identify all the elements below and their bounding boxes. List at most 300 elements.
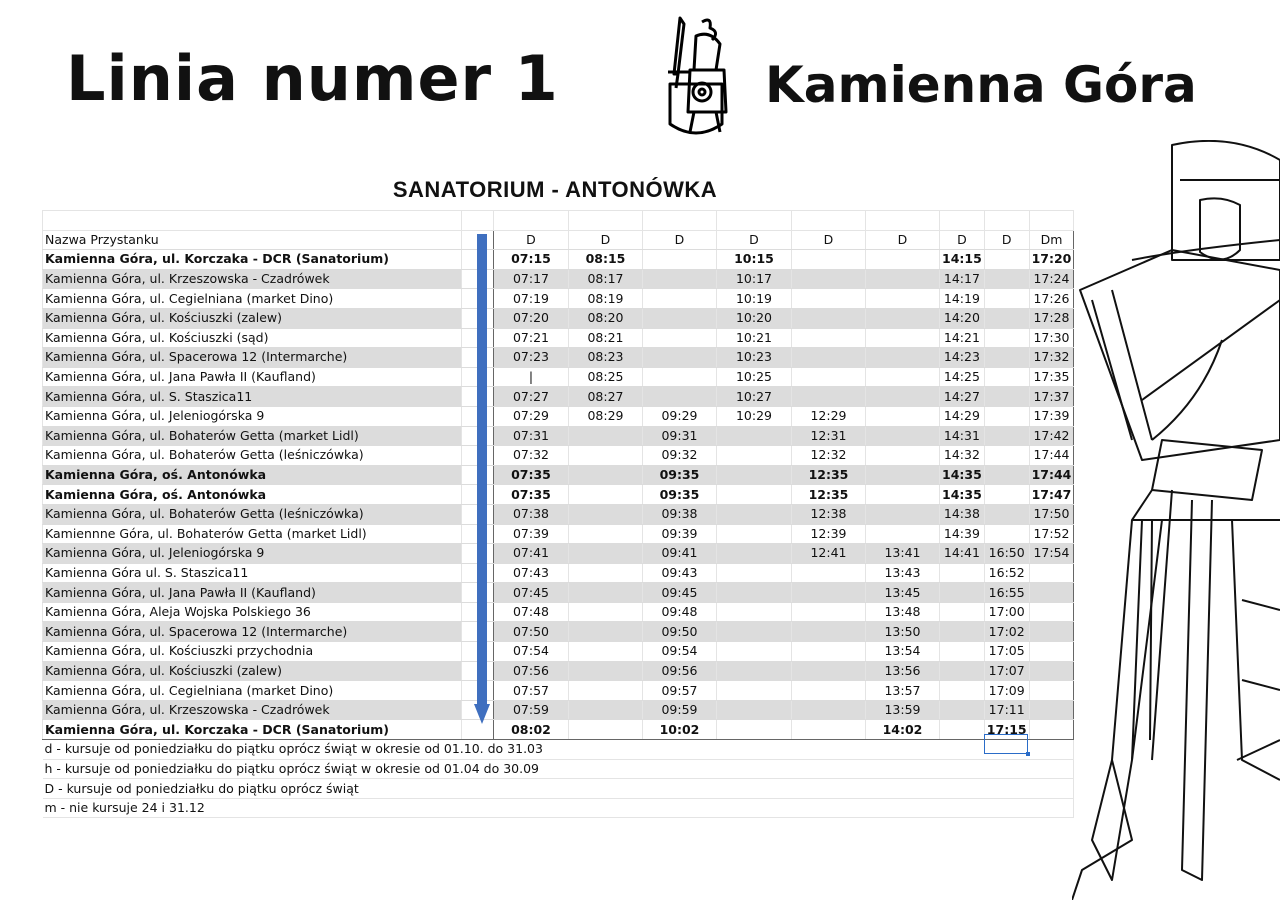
departure-time-cell[interactable] — [1029, 583, 1074, 603]
departure-time-cell[interactable]: 09:50 — [643, 622, 717, 642]
table-row — [43, 328, 1074, 348]
departure-time-cell[interactable]: 14:32 — [940, 446, 985, 466]
departure-time-cell[interactable]: 12:39 — [792, 524, 866, 544]
departure-time-cell[interactable]: 16:52 — [984, 563, 1029, 583]
line-title: Linia numer 1 — [66, 42, 559, 115]
legend-note: m - nie kursuje 24 i 31.12 — [43, 798, 1074, 818]
departure-time-cell[interactable] — [717, 642, 792, 662]
departure-time-cell[interactable] — [940, 602, 985, 622]
stop-header[interactable]: Nazwa Przystanku — [43, 230, 462, 250]
departure-time-cell[interactable]: 09:32 — [643, 446, 717, 466]
column-header[interactable]: Dm — [1029, 230, 1074, 250]
departure-time-cell[interactable]: 14:35 — [940, 465, 985, 485]
departure-time-cell[interactable] — [792, 700, 866, 720]
departure-time-cell[interactable] — [940, 681, 985, 701]
departure-time-cell[interactable]: 07:32 — [494, 446, 569, 466]
departure-time-cell[interactable] — [569, 700, 643, 720]
departure-time-cell[interactable] — [792, 289, 866, 309]
departure-time-cell[interactable]: 12:31 — [792, 426, 866, 446]
departure-time-cell[interactable] — [940, 661, 985, 681]
departure-time-cell[interactable] — [1029, 563, 1074, 583]
departure-time-cell[interactable]: 07:57 — [494, 681, 569, 701]
departure-time-cell[interactable]: 14:29 — [940, 406, 985, 426]
departure-time-cell[interactable]: 07:23 — [494, 348, 569, 368]
departure-time-cell[interactable] — [866, 308, 940, 328]
departure-time-cell[interactable] — [866, 406, 940, 426]
departure-time-cell[interactable] — [569, 622, 643, 642]
table-row — [43, 426, 1074, 446]
departure-time-cell[interactable]: 09:48 — [643, 602, 717, 622]
table-row — [43, 269, 1074, 289]
departure-time-cell[interactable] — [792, 250, 866, 270]
departure-time-cell[interactable]: 14:41 — [940, 544, 985, 564]
departure-time-cell[interactable]: 17:44 — [1029, 465, 1074, 485]
departure-time-cell[interactable]: 08:17 — [569, 269, 643, 289]
stop-name-cell[interactable]: Kamienna Góra, ul. Cegielniana (market Dino) — [43, 681, 462, 701]
departure-time-cell[interactable]: 07:41 — [494, 544, 569, 564]
departure-time-cell[interactable]: 17:30 — [1029, 328, 1074, 348]
departure-time-cell[interactable] — [569, 563, 643, 583]
departure-time-cell[interactable] — [1029, 622, 1074, 642]
departure-time-cell[interactable] — [569, 661, 643, 681]
departure-time-cell[interactable] — [792, 269, 866, 289]
stop-name-cell[interactable]: Kamienna Góra, ul. Korczaka - DCR (Sanatorium) — [43, 250, 462, 270]
departure-time-cell[interactable]: 08:25 — [569, 367, 643, 387]
departure-time-cell[interactable] — [792, 661, 866, 681]
departure-time-cell[interactable] — [866, 348, 940, 368]
table-row — [43, 622, 1074, 642]
timetable-sheet — [42, 210, 1074, 818]
departure-time-cell[interactable] — [569, 524, 643, 544]
departure-time-cell[interactable] — [984, 250, 1029, 270]
departure-time-cell[interactable]: 17:50 — [1029, 504, 1074, 524]
departure-time-cell[interactable]: 13:59 — [866, 700, 940, 720]
departure-time-cell[interactable] — [569, 465, 643, 485]
table-row — [43, 250, 1074, 270]
table-row — [43, 465, 1074, 485]
departure-time-cell[interactable] — [717, 681, 792, 701]
stop-name-cell[interactable]: Kamienna Góra, ul. Bohaterów Getta (market Lidl) — [43, 426, 462, 446]
departure-time-cell[interactable]: 07:21 — [494, 328, 569, 348]
table-row — [43, 583, 1074, 603]
departure-time-cell[interactable] — [717, 563, 792, 583]
departure-time-cell[interactable] — [717, 504, 792, 524]
column-header[interactable]: D — [494, 230, 569, 250]
departure-time-cell[interactable]: 07:20 — [494, 308, 569, 328]
departure-time-cell[interactable] — [940, 622, 985, 642]
departure-time-cell[interactable]: 12:32 — [792, 446, 866, 466]
departure-time-cell[interactable]: 16:50 — [984, 544, 1029, 564]
stop-name-cell[interactable]: Kamienna Góra, ul. Krzeszowska - Czadrówek — [43, 700, 462, 720]
departure-time-cell[interactable] — [792, 563, 866, 583]
departure-time-cell[interactable]: 08:23 — [569, 348, 643, 368]
departure-time-cell[interactable] — [717, 583, 792, 603]
departure-time-cell[interactable]: 08:15 — [569, 250, 643, 270]
departure-time-cell[interactable] — [569, 544, 643, 564]
departure-time-cell[interactable] — [717, 720, 792, 740]
departure-time-cell[interactable] — [984, 328, 1029, 348]
departure-time-cell[interactable] — [643, 328, 717, 348]
departure-time-cell[interactable]: 17:11 — [984, 700, 1029, 720]
departure-time-cell[interactable]: 12:41 — [792, 544, 866, 564]
departure-time-cell[interactable]: 10:02 — [643, 720, 717, 740]
departure-time-cell[interactable] — [792, 308, 866, 328]
departure-time-cell[interactable]: 07:56 — [494, 661, 569, 681]
table-row — [43, 406, 1074, 426]
departure-time-cell[interactable] — [717, 426, 792, 446]
departure-time-cell[interactable]: 17:44 — [1029, 446, 1074, 466]
column-header[interactable]: D — [569, 230, 643, 250]
departure-time-cell[interactable] — [717, 524, 792, 544]
departure-time-cell[interactable]: 17:02 — [984, 622, 1029, 642]
departure-time-cell[interactable]: 12:35 — [792, 465, 866, 485]
knight-illustration — [1072, 140, 1280, 900]
stop-name-cell[interactable]: Kamienna Góra, ul. Jana Pawła II (Kaufland) — [43, 367, 462, 387]
departure-time-cell[interactable]: 17:39 — [1029, 406, 1074, 426]
departure-time-cell[interactable] — [717, 622, 792, 642]
departure-time-cell[interactable]: 17:00 — [984, 602, 1029, 622]
departure-time-cell[interactable]: 10:20 — [717, 308, 792, 328]
stop-name-cell[interactable]: Kamienna Góra, ul. Jeleniogórska 9 — [43, 544, 462, 564]
departure-time-cell[interactable]: 08:29 — [569, 406, 643, 426]
departure-time-cell[interactable] — [792, 602, 866, 622]
stop-name-cell[interactable]: Kamienna Góra, ul. Bohaterów Getta (leśniczówka) — [43, 446, 462, 466]
departure-time-cell[interactable]: 10:23 — [717, 348, 792, 368]
departure-time-cell[interactable]: 14:02 — [866, 720, 940, 740]
departure-time-cell[interactable]: 07:39 — [494, 524, 569, 544]
table-row — [43, 681, 1074, 701]
departure-time-cell[interactable] — [792, 387, 866, 407]
table-row — [43, 544, 1074, 564]
legend-note: D - kursuje od poniedziałku do piątku oprócz świąt — [43, 779, 1074, 799]
departure-time-cell[interactable]: 09:41 — [643, 544, 717, 564]
departure-time-cell[interactable] — [866, 289, 940, 309]
departure-time-cell[interactable]: 14:38 — [940, 504, 985, 524]
departure-time-cell[interactable] — [643, 289, 717, 309]
departure-time-cell[interactable] — [940, 583, 985, 603]
departure-time-cell[interactable]: 14:31 — [940, 426, 985, 446]
departure-time-cell[interactable]: 08:20 — [569, 308, 643, 328]
departure-time-cell[interactable]: 09:38 — [643, 504, 717, 524]
departure-time-cell[interactable] — [717, 544, 792, 564]
timetable — [42, 210, 1074, 818]
departure-time-cell[interactable]: 07:19 — [494, 289, 569, 309]
departure-time-cell[interactable] — [984, 524, 1029, 544]
departure-time-cell[interactable]: 07:45 — [494, 583, 569, 603]
table-row — [43, 504, 1074, 524]
departure-time-cell[interactable] — [792, 367, 866, 387]
departure-time-cell[interactable]: 10:21 — [717, 328, 792, 348]
departure-time-cell[interactable]: 08:27 — [569, 387, 643, 407]
departure-time-cell[interactable]: 09:35 — [643, 465, 717, 485]
departure-time-cell[interactable]: | — [494, 367, 569, 387]
departure-time-cell[interactable] — [717, 446, 792, 466]
stop-name-cell[interactable]: Kamienna Góra, ul. Jana Pawła II (Kaufland) — [43, 583, 462, 603]
table-row — [43, 720, 1074, 740]
departure-time-cell[interactable]: 08:19 — [569, 289, 643, 309]
departure-time-cell[interactable]: 14:25 — [940, 367, 985, 387]
departure-time-cell[interactable] — [866, 250, 940, 270]
legend-note: d - kursuje od poniedziałku do piątku oprócz świąt w okresie od 01.10. do 31.03 — [43, 740, 1074, 760]
departure-time-cell[interactable]: 17:28 — [1029, 308, 1074, 328]
departure-time-cell[interactable]: 09:56 — [643, 661, 717, 681]
departure-time-cell[interactable]: 07:54 — [494, 642, 569, 662]
departure-time-cell[interactable] — [717, 485, 792, 505]
departure-time-cell[interactable]: 17:05 — [984, 642, 1029, 662]
departure-time-cell[interactable]: 09:35 — [643, 485, 717, 505]
departure-time-cell[interactable]: 14:27 — [940, 387, 985, 407]
departure-time-cell[interactable]: 09:43 — [643, 563, 717, 583]
direction-arrow — [474, 234, 490, 724]
departure-time-cell[interactable]: 10:27 — [717, 387, 792, 407]
stop-name-cell[interactable]: Kamienna Góra, oś. Antonówka — [43, 485, 462, 505]
departure-time-cell[interactable] — [984, 406, 1029, 426]
departure-time-cell[interactable]: 13:56 — [866, 661, 940, 681]
stop-name-cell[interactable]: Kamienna Góra, ul. Jeleniogórska 9 — [43, 406, 462, 426]
departure-time-cell[interactable] — [984, 446, 1029, 466]
departure-time-cell[interactable] — [569, 426, 643, 446]
departure-time-cell[interactable]: 16:55 — [984, 583, 1029, 603]
timetable-body — [43, 230, 1074, 739]
departure-time-cell[interactable]: 09:39 — [643, 524, 717, 544]
departure-time-cell[interactable] — [984, 485, 1029, 505]
city-crest-logo — [650, 14, 742, 139]
departure-time-cell[interactable] — [569, 485, 643, 505]
departure-time-cell[interactable] — [569, 504, 643, 524]
departure-time-cell[interactable]: 13:45 — [866, 583, 940, 603]
table-row — [43, 289, 1074, 309]
departure-time-cell[interactable] — [940, 642, 985, 662]
departure-time-cell[interactable]: 13:50 — [866, 622, 940, 642]
table-row — [43, 446, 1074, 466]
departure-time-cell[interactable]: 14:39 — [940, 524, 985, 544]
legend-note-row — [43, 779, 1074, 799]
departure-time-cell[interactable]: 09:57 — [643, 681, 717, 701]
departure-time-cell[interactable] — [866, 367, 940, 387]
departure-time-cell[interactable] — [866, 485, 940, 505]
column-header[interactable]: D — [940, 230, 985, 250]
stop-name-cell[interactable]: Kamienna Góra, ul. Kościuszki (zalew) — [43, 661, 462, 681]
departure-time-cell[interactable] — [643, 308, 717, 328]
departure-time-cell[interactable] — [569, 583, 643, 603]
departure-time-cell[interactable] — [984, 348, 1029, 368]
departure-time-cell[interactable]: 17:26 — [1029, 289, 1074, 309]
departure-time-cell[interactable] — [569, 642, 643, 662]
stop-name-cell[interactable]: Kamienna Góra, ul. Kościuszki (zalew) — [43, 308, 462, 328]
departure-time-cell[interactable] — [940, 700, 985, 720]
departure-time-cell[interactable] — [1029, 681, 1074, 701]
header-row — [43, 230, 1074, 250]
departure-time-cell[interactable] — [569, 446, 643, 466]
departure-time-cell[interactable] — [717, 700, 792, 720]
table-row — [43, 387, 1074, 407]
departure-time-cell[interactable] — [792, 720, 866, 740]
departure-time-cell[interactable]: 10:29 — [717, 406, 792, 426]
departure-time-cell[interactable] — [643, 269, 717, 289]
table-row — [43, 485, 1074, 505]
departure-time-cell[interactable]: 07:17 — [494, 269, 569, 289]
departure-time-cell[interactable] — [643, 250, 717, 270]
stop-name-cell[interactable]: Kamienna Góra, ul. Spacerowa 12 (Intermarche) — [43, 622, 462, 642]
departure-time-cell[interactable] — [984, 387, 1029, 407]
city-name: Kamienna Góra — [765, 56, 1197, 114]
departure-time-cell[interactable]: 07:31 — [494, 426, 569, 446]
departure-time-cell[interactable]: 14:19 — [940, 289, 985, 309]
departure-time-cell[interactable]: 13:57 — [866, 681, 940, 701]
departure-time-cell[interactable] — [940, 563, 985, 583]
departure-time-cell[interactable]: 17:32 — [1029, 348, 1074, 368]
column-header[interactable]: D — [984, 230, 1029, 250]
departure-time-cell[interactable]: 17:37 — [1029, 387, 1074, 407]
departure-time-cell[interactable] — [1029, 602, 1074, 622]
departure-time-cell[interactable]: 14:23 — [940, 348, 985, 368]
departure-time-cell[interactable] — [1029, 661, 1074, 681]
stop-name-cell[interactable]: Kamienna Góra, ul. Spacerowa 12 (Intermarche) — [43, 348, 462, 368]
departure-time-cell[interactable]: 14:21 — [940, 328, 985, 348]
departure-time-cell[interactable] — [984, 465, 1029, 485]
departure-time-cell[interactable] — [717, 465, 792, 485]
departure-time-cell[interactable]: 17:15 — [984, 720, 1029, 740]
departure-time-cell[interactable] — [569, 681, 643, 701]
departure-time-cell[interactable] — [569, 720, 643, 740]
departure-time-cell[interactable]: 09:45 — [643, 583, 717, 603]
departure-time-cell[interactable] — [984, 269, 1029, 289]
departure-time-cell[interactable] — [792, 642, 866, 662]
column-header[interactable]: D — [643, 230, 717, 250]
table-row — [43, 700, 1074, 720]
departure-time-cell[interactable] — [792, 622, 866, 642]
departure-time-cell[interactable]: 10:17 — [717, 269, 792, 289]
departure-time-cell[interactable]: 17:20 — [1029, 250, 1074, 270]
departure-time-cell[interactable]: 12:35 — [792, 485, 866, 505]
departure-time-cell[interactable] — [1029, 720, 1074, 740]
departure-time-cell[interactable]: 10:15 — [717, 250, 792, 270]
legend-note-row — [43, 740, 1074, 760]
departure-time-cell[interactable] — [792, 328, 866, 348]
departure-time-cell[interactable]: 07:27 — [494, 387, 569, 407]
table-row — [43, 367, 1074, 387]
departure-time-cell[interactable] — [866, 446, 940, 466]
departure-time-cell[interactable]: 09:29 — [643, 406, 717, 426]
departure-time-cell[interactable] — [866, 465, 940, 485]
departure-time-cell[interactable]: 08:21 — [569, 328, 643, 348]
departure-time-cell[interactable] — [792, 348, 866, 368]
legend-note-row — [43, 798, 1074, 818]
departure-time-cell[interactable] — [984, 308, 1029, 328]
stop-name-cell[interactable]: Kamienna Góra, ul. Kościuszki przychodnia — [43, 642, 462, 662]
departure-time-cell[interactable]: 17:07 — [984, 661, 1029, 681]
departure-time-cell[interactable] — [792, 681, 866, 701]
departure-time-cell[interactable] — [1029, 700, 1074, 720]
departure-time-cell[interactable]: 13:43 — [866, 563, 940, 583]
departure-time-cell[interactable]: 14:35 — [940, 485, 985, 505]
departure-time-cell[interactable] — [1029, 642, 1074, 662]
departure-time-cell[interactable]: 10:19 — [717, 289, 792, 309]
departure-time-cell[interactable]: 07:48 — [494, 602, 569, 622]
departure-time-cell[interactable] — [717, 602, 792, 622]
spacer-row — [43, 211, 1074, 231]
departure-time-cell[interactable]: 09:54 — [643, 642, 717, 662]
departure-time-cell[interactable] — [940, 720, 985, 740]
departure-time-cell[interactable]: 12:29 — [792, 406, 866, 426]
departure-time-cell[interactable]: 17:54 — [1029, 544, 1074, 564]
departure-time-cell[interactable] — [984, 426, 1029, 446]
departure-time-cell[interactable] — [717, 661, 792, 681]
departure-time-cell[interactable] — [792, 583, 866, 603]
table-row — [43, 661, 1074, 681]
departure-time-cell[interactable] — [866, 328, 940, 348]
stop-name-cell[interactable]: Kamienna Góra, ul. Korczaka - DCR (Sanatorium) — [43, 720, 462, 740]
departure-time-cell[interactable] — [643, 367, 717, 387]
column-header[interactable]: D — [866, 230, 940, 250]
stop-name-cell[interactable]: Kamienna Góra, ul. S. Staszica11 — [43, 387, 462, 407]
stop-name-cell[interactable]: Kamienna Góra ul. S. Staszica11 — [43, 563, 462, 583]
departure-time-cell[interactable]: 07:29 — [494, 406, 569, 426]
selected-cell[interactable] — [984, 734, 1028, 754]
stop-name-cell[interactable]: Kamienna Góra, ul. Bohaterów Getta (leśniczówka) — [43, 504, 462, 524]
departure-time-cell[interactable] — [984, 504, 1029, 524]
table-row — [43, 642, 1074, 662]
departure-time-cell[interactable]: 13:41 — [866, 544, 940, 564]
departure-time-cell[interactable] — [643, 348, 717, 368]
departure-time-cell[interactable] — [643, 387, 717, 407]
stop-name-cell[interactable]: Kamienna Góra, oś. Antonówka — [43, 465, 462, 485]
table-row — [43, 308, 1074, 328]
column-header[interactable]: D — [792, 230, 866, 250]
departure-time-cell[interactable]: 07:35 — [494, 465, 569, 485]
departure-time-cell[interactable]: 17:24 — [1029, 269, 1074, 289]
departure-time-cell[interactable]: 17:52 — [1029, 524, 1074, 544]
departure-time-cell[interactable] — [984, 289, 1029, 309]
departure-time-cell[interactable] — [866, 504, 940, 524]
stop-name-cell[interactable]: Kamienna Góra, ul. Kościuszki (sąd) — [43, 328, 462, 348]
departure-time-cell[interactable]: 14:15 — [940, 250, 985, 270]
departure-time-cell[interactable]: 17:09 — [984, 681, 1029, 701]
departure-time-cell[interactable] — [569, 602, 643, 622]
departure-time-cell[interactable]: 14:20 — [940, 308, 985, 328]
departure-time-cell[interactable]: 07:50 — [494, 622, 569, 642]
departure-time-cell[interactable] — [866, 524, 940, 544]
notes-body — [43, 740, 1074, 818]
departure-time-cell[interactable]: 13:54 — [866, 642, 940, 662]
stop-name-cell[interactable]: Kamienna Góra, Aleja Wojska Polskiego 36 — [43, 602, 462, 622]
stop-name-cell[interactable]: Kamienna Góra, ul. Krzeszowska - Czadrówek — [43, 269, 462, 289]
departure-time-cell[interactable]: 07:35 — [494, 485, 569, 505]
departure-time-cell[interactable]: 07:59 — [494, 700, 569, 720]
departure-time-cell[interactable]: 09:31 — [643, 426, 717, 446]
departure-time-cell[interactable]: 10:25 — [717, 367, 792, 387]
departure-time-cell[interactable]: 14:17 — [940, 269, 985, 289]
legend-note: h - kursuje od poniedziałku do piątku oprócz świąt w okresie od 01.04 do 30.09 — [43, 759, 1074, 779]
departure-time-cell[interactable]: 13:48 — [866, 602, 940, 622]
departure-time-cell[interactable] — [984, 367, 1029, 387]
departure-time-cell[interactable]: 12:38 — [792, 504, 866, 524]
departure-time-cell[interactable]: 17:35 — [1029, 367, 1074, 387]
departure-time-cell[interactable] — [866, 387, 940, 407]
departure-time-cell[interactable]: 07:38 — [494, 504, 569, 524]
departure-time-cell[interactable]: 17:42 — [1029, 426, 1074, 446]
departure-time-cell[interactable]: 07:15 — [494, 250, 569, 270]
departure-time-cell[interactable] — [866, 269, 940, 289]
departure-time-cell[interactable]: 07:43 — [494, 563, 569, 583]
departure-time-cell[interactable]: 09:59 — [643, 700, 717, 720]
stop-name-cell[interactable]: Kamienna Góra, ul. Cegielniana (market Dino) — [43, 289, 462, 309]
departure-time-cell[interactable]: 17:47 — [1029, 485, 1074, 505]
departure-time-cell[interactable] — [866, 426, 940, 446]
column-header[interactable]: D — [717, 230, 792, 250]
stop-name-cell[interactable]: Kamiennne Góra, ul. Bohaterów Getta (market Lidl) — [43, 524, 462, 544]
departure-time-cell[interactable]: 08:02 — [494, 720, 569, 740]
